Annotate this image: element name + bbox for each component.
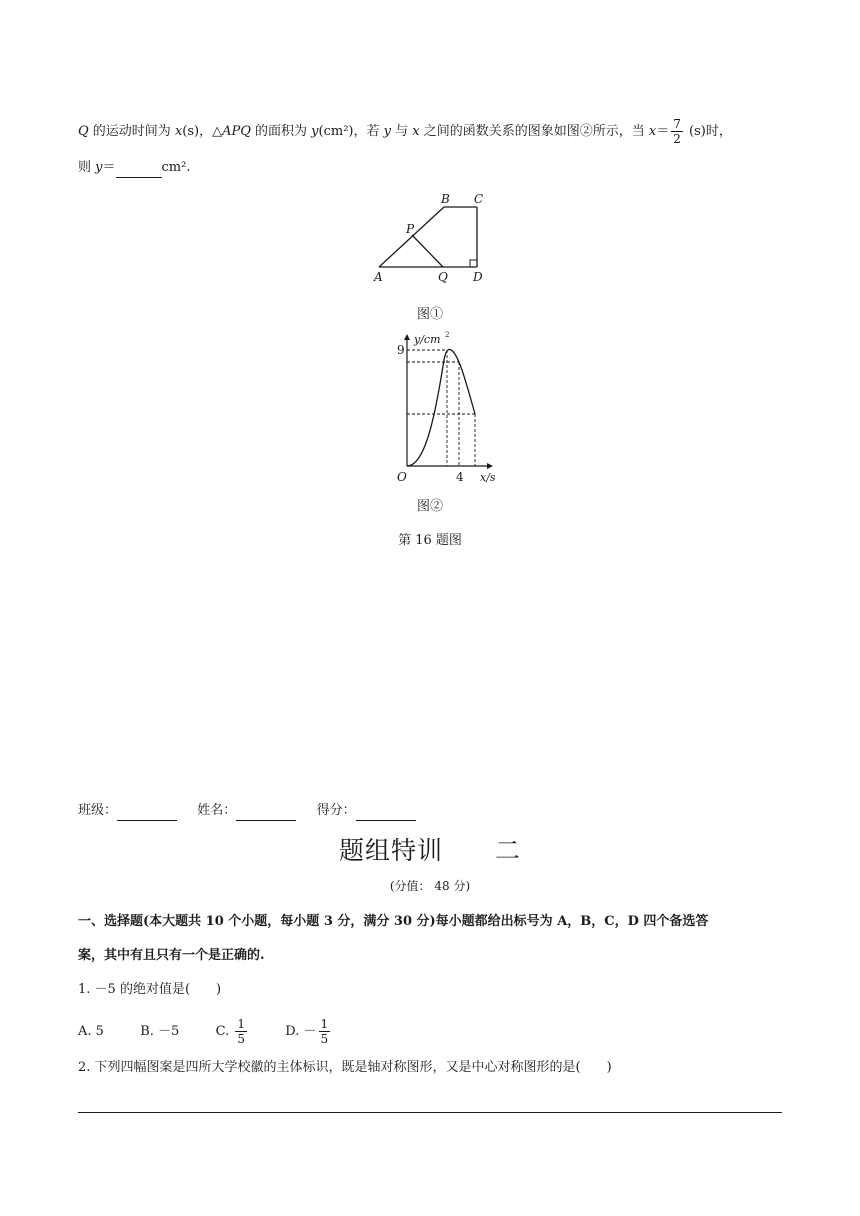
label-c: C <box>474 192 484 206</box>
segment-pq <box>412 235 443 267</box>
y-tick-9: 9 <box>397 343 405 357</box>
problem-16-figure-caption: 第 16 题图 <box>398 533 462 548</box>
figure-1-caption: 图① <box>416 307 443 322</box>
y-axis-label-sup: 2 <box>445 331 450 339</box>
text-var-x: x <box>648 124 657 139</box>
x-tick-4: 4 <box>456 470 464 484</box>
text: cm². <box>161 160 191 175</box>
footer-divider <box>78 1112 782 1113</box>
text: 之间的函数关系的图象如图②所示，当 <box>419 124 649 139</box>
figure-1-trapezoid <box>360 188 500 288</box>
student-info-row <box>78 801 416 821</box>
class-label: 班级： <box>78 803 118 818</box>
label-p: P <box>406 222 415 236</box>
function-curve <box>407 349 475 466</box>
figure-2-graph <box>385 326 510 486</box>
score-label: 得分： <box>316 803 356 818</box>
option-c-label: C. <box>215 1024 230 1039</box>
text-var-x: x <box>412 124 420 139</box>
text: ＝ <box>656 124 670 139</box>
section-points: (分值： 48 分) <box>389 879 471 893</box>
text-var-x: x <box>174 124 183 139</box>
option-c-fraction <box>235 1017 247 1046</box>
label-q: Q <box>438 270 448 284</box>
problem-16-line-2 <box>78 158 190 178</box>
text: 则 <box>78 160 96 175</box>
guide-lines <box>407 350 475 466</box>
section-title-number: 二 <box>495 836 522 865</box>
label-b: B <box>441 192 450 206</box>
option-d-fraction <box>319 1017 331 1046</box>
option-b: B. －5 <box>140 1024 180 1039</box>
x-axis-arrow <box>487 463 493 469</box>
text: 的面积为 <box>250 124 312 139</box>
class-blank[interactable] <box>117 806 177 821</box>
text-var-q: Q <box>78 124 89 139</box>
y-axis-arrow <box>404 334 410 340</box>
problem-16-line-1 <box>78 117 732 146</box>
text: 的运动时间为 <box>88 124 175 139</box>
x-axis-label: x/s <box>480 471 496 484</box>
text: (s)，△ <box>182 124 223 139</box>
score-blank[interactable] <box>356 806 416 821</box>
numerator: 7 <box>673 117 681 131</box>
text: ＝ <box>102 160 116 175</box>
figure-2-caption: 图② <box>416 499 443 514</box>
numerator: 1 <box>237 1017 245 1031</box>
numerator: 1 <box>320 1017 329 1031</box>
question-1-stem: 1. －5 的绝对值是( ) <box>78 982 222 997</box>
text: (cm²)，若 <box>318 124 384 139</box>
question-1-options <box>78 1015 332 1049</box>
part1-instructions-line-1: 一、选择题(本大题共 10 个小题，每小题 3 分，满分 30 分)每小题都给出标号为 A，B，C，D 四个备选答 <box>78 914 709 929</box>
fraction-seven-halves <box>671 117 683 146</box>
y-axis-label: y/cm <box>414 333 441 346</box>
label-d: D <box>473 270 483 284</box>
section-title-main: 题组特训 <box>338 836 443 865</box>
origin-label: O <box>397 470 407 484</box>
denominator: 2 <box>673 132 681 146</box>
text-var-apq: APQ <box>222 124 251 139</box>
section-title <box>0 831 860 867</box>
option-d-label: D. － <box>285 1024 317 1039</box>
text: 与 <box>391 124 413 139</box>
part1-instructions-line-2: 案，其中有且只有一个是正确的. <box>78 948 265 963</box>
name-blank[interactable] <box>236 806 296 821</box>
text-var-y: y <box>311 124 319 139</box>
denominator: 5 <box>320 1032 329 1046</box>
denominator: 5 <box>237 1032 245 1046</box>
text: (s)时， <box>684 124 732 139</box>
label-a: A <box>374 270 383 284</box>
text-var-y: y <box>95 160 103 175</box>
option-a: A. 5 <box>78 1024 104 1039</box>
right-angle-mark <box>470 260 477 267</box>
answer-blank[interactable] <box>116 163 162 178</box>
name-label: 姓名： <box>197 803 237 818</box>
text-var-y: y <box>383 124 391 139</box>
question-2-stem: 2. 下列四幅图案是四所大学校徽的主体标识，既是轴对称图形，又是中心对称图形的是( ) <box>78 1060 612 1075</box>
